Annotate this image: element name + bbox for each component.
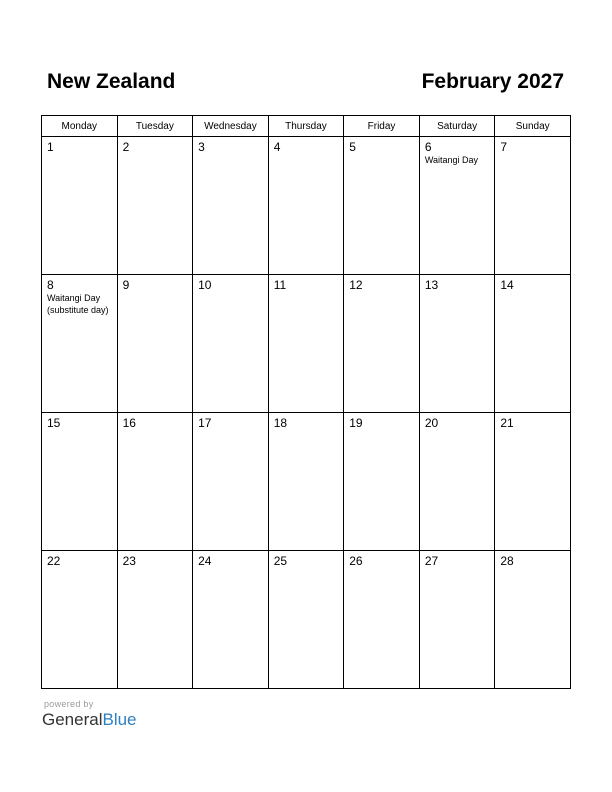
weekday-header: Saturday — [419, 116, 495, 137]
week-row — [42, 275, 571, 413]
day-cell — [117, 413, 193, 551]
weekday-header: Monday — [42, 116, 118, 137]
footer — [42, 699, 137, 730]
day-cell — [117, 551, 193, 689]
day-number: 16 — [122, 416, 136, 430]
day-cell — [268, 137, 344, 275]
day-cell — [193, 551, 269, 689]
day-cell — [268, 275, 344, 413]
day-number: 22 — [47, 554, 61, 568]
day-number: 9 — [122, 278, 130, 292]
powered-by-text: powered by — [44, 699, 94, 709]
day-cell — [495, 137, 571, 275]
day-cell — [344, 413, 420, 551]
day-number: 8 — [47, 278, 54, 292]
day-cell — [42, 551, 118, 689]
day-cell — [42, 275, 118, 413]
day-number: 12 — [349, 278, 363, 292]
weekday-header: Friday — [344, 116, 420, 137]
day-cell — [344, 551, 420, 689]
day-number: 5 — [349, 140, 356, 154]
day-number: 7 — [500, 140, 508, 154]
week-row — [42, 413, 571, 551]
brand-name-part1: General — [42, 710, 103, 729]
day-cell — [419, 275, 495, 413]
day-cell — [419, 551, 495, 689]
day-number: 15 — [47, 416, 61, 430]
day-cell — [495, 275, 571, 413]
week-row — [42, 551, 571, 689]
day-number: 24 — [198, 554, 212, 568]
day-number: 18 — [273, 416, 288, 430]
day-cell — [117, 137, 193, 275]
day-number: 26 — [349, 554, 363, 568]
day-cell — [495, 551, 571, 689]
day-number: 17 — [198, 416, 212, 430]
day-cell — [193, 137, 269, 275]
day-number: 10 — [198, 278, 212, 292]
day-cell — [344, 137, 420, 275]
holiday-label: Waitangi Day (substitute day) — [47, 293, 109, 315]
day-number: 6 — [424, 140, 432, 154]
day-cell — [268, 551, 344, 689]
brand-name-part2: Blue — [102, 710, 137, 729]
day-cell — [419, 137, 495, 275]
day-number: 21 — [500, 416, 514, 430]
day-number: 19 — [349, 416, 363, 430]
day-cell — [495, 413, 571, 551]
day-number: 2 — [122, 140, 130, 154]
country-title: New Zealand — [47, 70, 176, 93]
generalblue-logo[interactable] — [42, 710, 137, 730]
weekday-header: Wednesday — [193, 116, 269, 137]
day-cell — [193, 275, 269, 413]
holiday-label: Waitangi Day — [424, 155, 478, 165]
calendar-grid — [41, 115, 571, 689]
day-number: 3 — [198, 140, 205, 154]
day-cell — [419, 413, 495, 551]
day-cell — [117, 275, 193, 413]
day-number: 25 — [273, 554, 288, 568]
weekday-header-row — [42, 116, 571, 137]
day-number: 1 — [47, 140, 54, 154]
day-number: 14 — [500, 278, 514, 292]
day-number: 4 — [273, 140, 281, 154]
day-number: 27 — [424, 554, 439, 568]
day-cell — [42, 413, 118, 551]
day-number: 23 — [122, 554, 136, 568]
day-number: 28 — [500, 554, 514, 568]
day-cell — [193, 413, 269, 551]
day-number: 11 — [273, 278, 287, 292]
weekday-header: Thursday — [268, 116, 344, 137]
day-cell — [344, 275, 420, 413]
week-row — [42, 137, 571, 275]
weekday-header: Sunday — [495, 116, 571, 137]
day-cell — [42, 137, 118, 275]
day-number: 20 — [424, 416, 439, 430]
day-cell — [268, 413, 344, 551]
day-number: 13 — [424, 278, 439, 292]
weekday-header: Tuesday — [117, 116, 193, 137]
month-title: February 2027 — [421, 70, 564, 93]
